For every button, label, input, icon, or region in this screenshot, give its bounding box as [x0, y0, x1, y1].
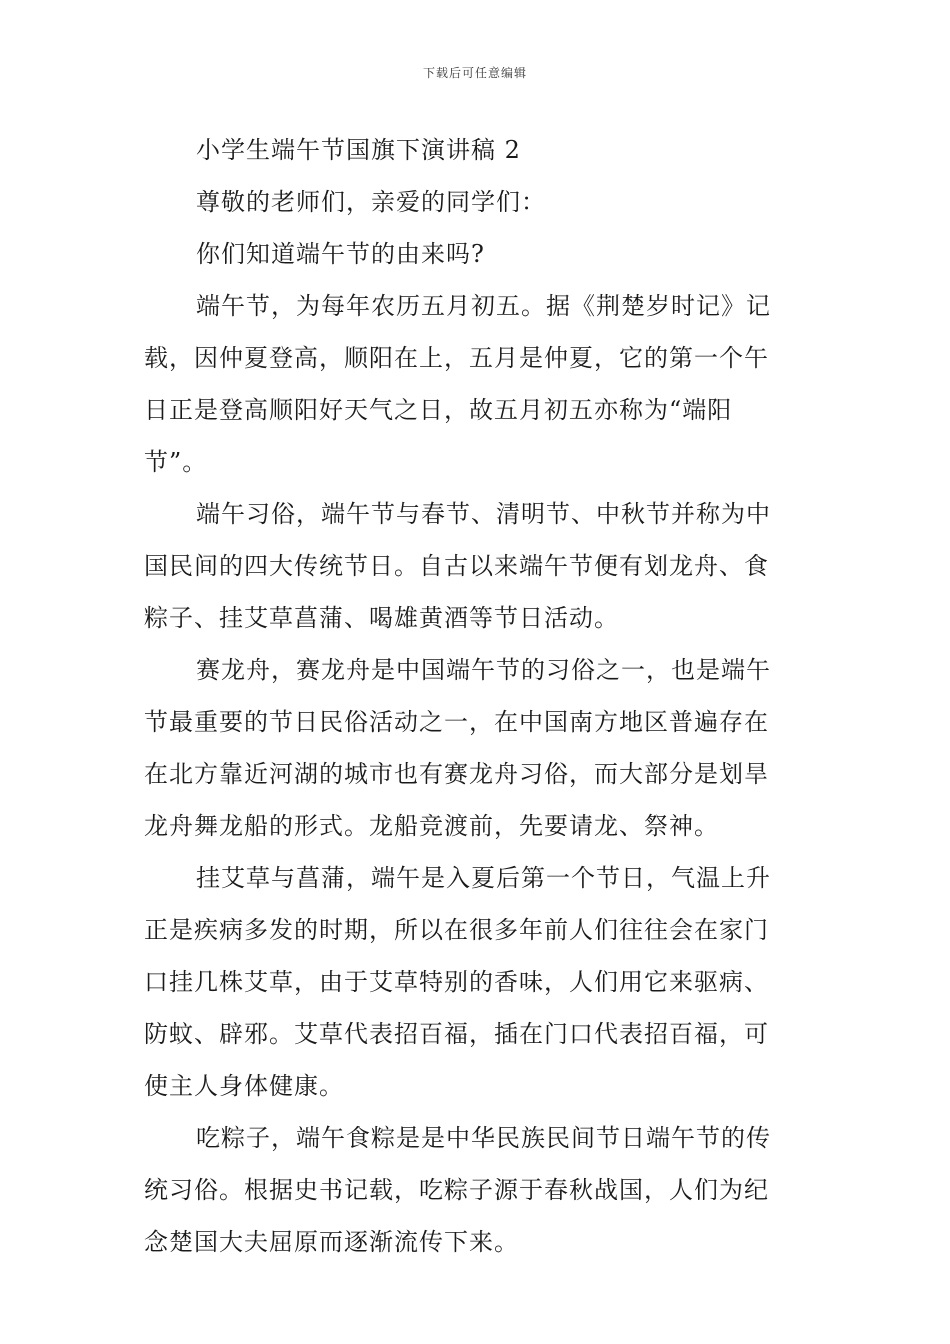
text-line: 使主人身体健康。	[144, 1072, 344, 1100]
text-line: 念楚国大夫屈原而逐渐流传下来。	[144, 1228, 519, 1256]
text-line: 吃粽子，端午食粽是是中华民族民间节日端午节的传	[196, 1124, 771, 1152]
header-note: 下载后可任意编辑	[422, 66, 527, 80]
document-body	[144, 124, 806, 1268]
text-line: 龙舟舞龙船的形式。龙船竞渡前，先要请龙、祭神。	[144, 812, 719, 840]
text-line: 防蚊、辟邪。艾草代表招百福，插在门口代表招百福，可	[144, 1020, 769, 1048]
text-line: 载，因仲夏登高，顺阳在上，五月是仲夏，它的第一个午	[144, 344, 769, 372]
text-line: 端午节，为每年农历五月初五。据《荆楚岁时记》记	[196, 292, 771, 320]
text-line: 国民间的四大传统节日。自古以来端午节便有划龙舟、食	[144, 552, 769, 580]
text-line: 口挂几株艾草，由于艾草特别的香味，人们用它来驱病、	[144, 968, 769, 996]
text-line: 尊敬的老师们，亲爱的同学们：	[196, 188, 546, 216]
document-title: 小学生端午节国旗下演讲稿 2	[196, 136, 521, 164]
text-line: 日正是登高顺阳好天气之日，故五月初五亦称为“端阳	[144, 396, 733, 424]
text-line: 你们知道端午节的由来吗?	[196, 240, 485, 268]
text-line: 统习俗。根据史书记载，吃粽子源于春秋战国，人们为纪	[144, 1176, 769, 1204]
text-line: 赛龙舟，赛龙舟是中国端午节的习俗之一，也是端午	[196, 656, 771, 684]
text-line: 粽子、挂艾草菖蒲、喝雄黄酒等节日活动。	[144, 604, 619, 632]
text-line: 在北方靠近河湖的城市也有赛龙舟习俗，而大部分是划旱	[144, 760, 769, 788]
text-line: 节最重要的节日民俗活动之一，在中国南方地区普遍存在	[144, 708, 769, 736]
text-line: 节”。	[144, 448, 208, 476]
text-line: 正是疾病多发的时期，所以在很多年前人们往往会在家门	[144, 916, 769, 944]
text-line: 端午习俗，端午节与春节、清明节、中秋节并称为中	[196, 500, 771, 528]
text-line: 挂艾草与菖蒲，端午是入夏后第一个节日，气温上升	[196, 864, 771, 892]
